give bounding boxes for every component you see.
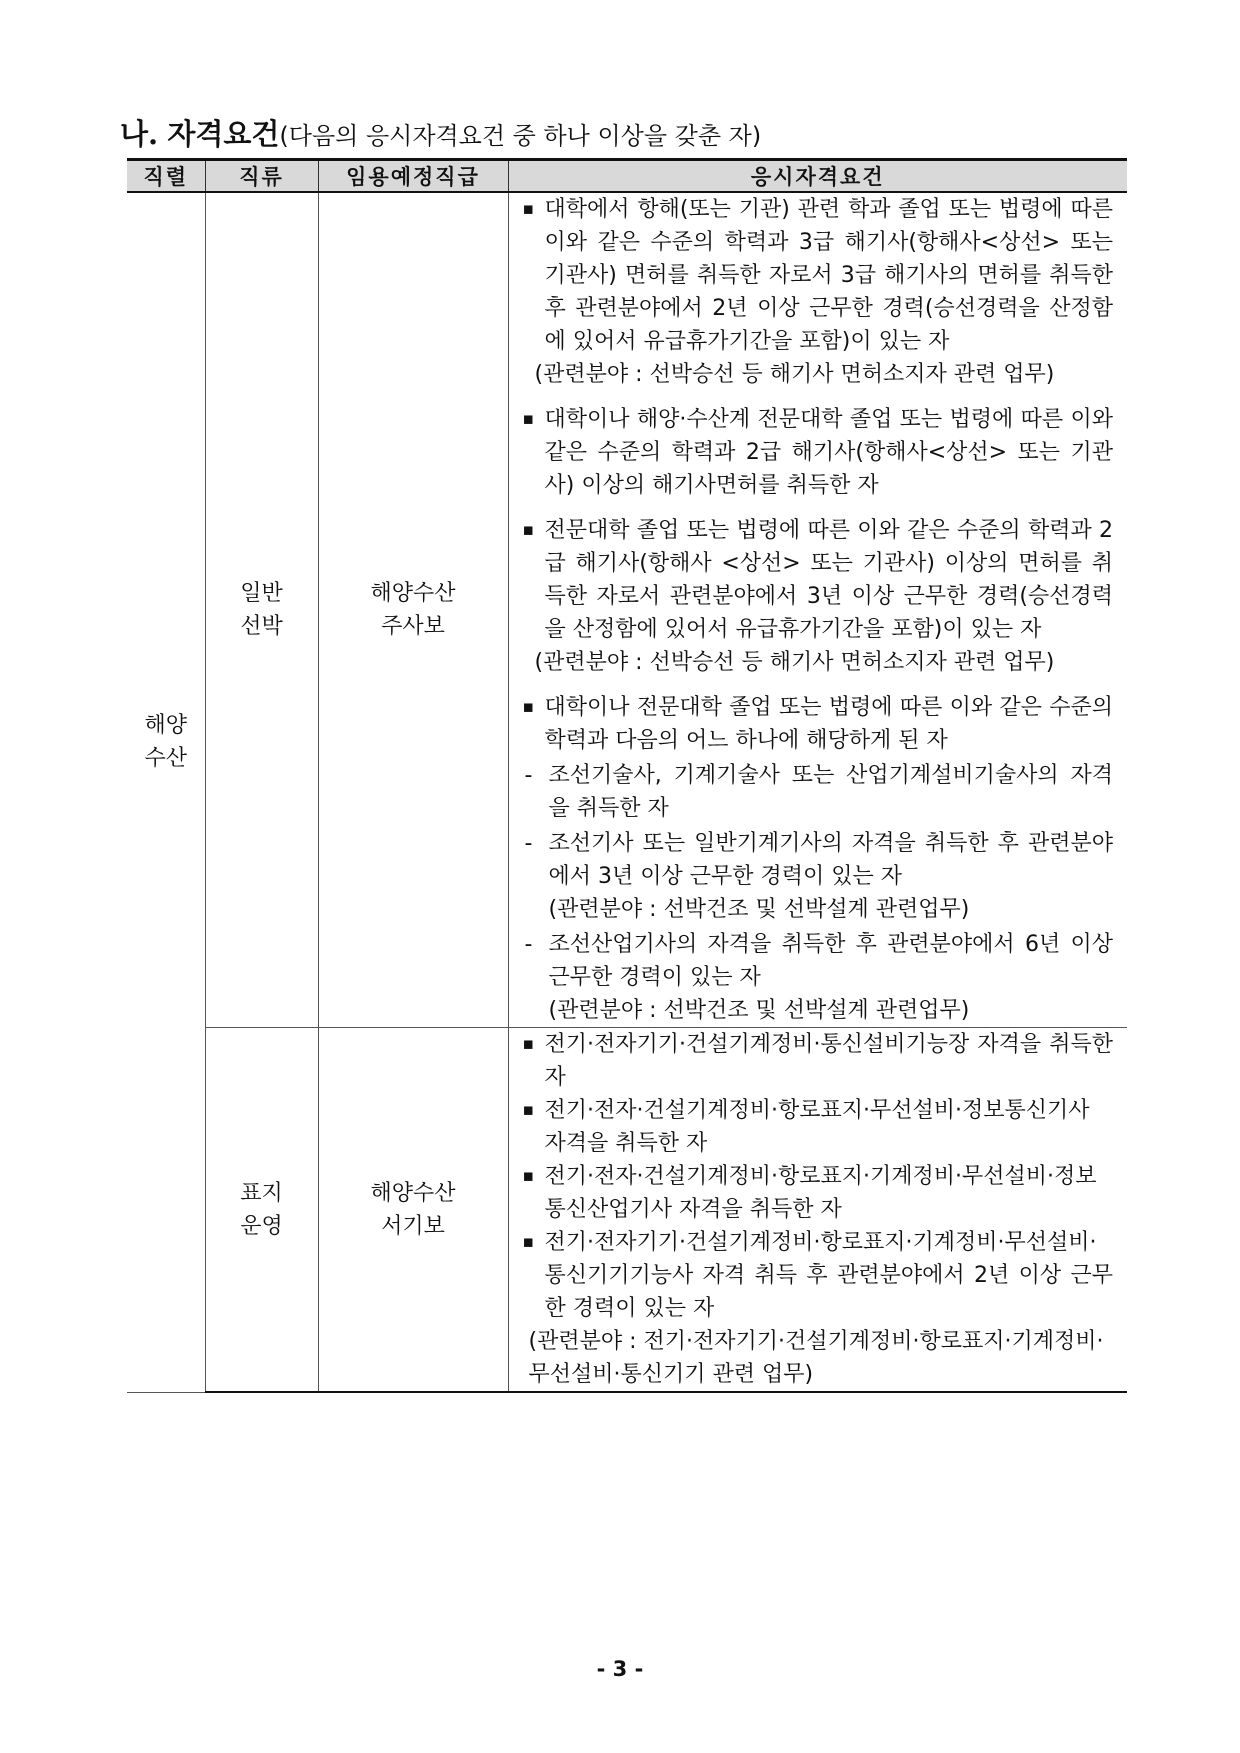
requirement-item — [521, 691, 1114, 1027]
requirement-text: ▪ 대학에서 항해(또는 기관) 관련 학과 졸업 또는 법령에 따른 이와 같은 수준의 학력과 3급 해기사(항해사<상선> 또는 기관사) 면허를 취득한 자로서 3급 해기사의 면허를 취득한 후 관련분야에서 2년 이상 근무한 경력(승선경력을 산정함에 있어서 유급휴가기간을 포함)이 있는 자 — [521, 193, 1114, 358]
requirements-cell — [508, 1028, 1127, 1393]
section-subtitle: (다음의 응시자격요건 중 하나 이상을 갖춘 자) — [279, 122, 762, 150]
requirement-note: (관련분야 : 선박승선 등 해기사 면허소지자 관련 업무) — [534, 650, 1055, 675]
requirement-text: ▪ 대학이나 전문대학 졸업 또는 법령에 따른 이와 같은 수준의 학력과 다음의 어느 하나에 해당하게 된 자 — [521, 691, 1114, 757]
rank-cell — [318, 192, 508, 1028]
requirement-text: ▪ 대학이나 해양·수산계 전문대학 졸업 또는 법령에 따른 이와 같은 수준의 학력과 2급 해기사(항해사<상선> 또는 기관사) 이상의 해기사면허를 취득한 자 — [521, 403, 1114, 502]
section-title: 자격요건 — [167, 117, 280, 151]
sub-requirement-note: (관련분야 : 선박건조 및 선박설계 관련업무) — [548, 897, 970, 922]
table-row — [127, 192, 1127, 1028]
requirement-note: (관련분야 : 선박승선 등 해기사 면허소지자 관련 업무) — [534, 362, 1055, 387]
requirement-text: ▪ 전기·전자·건설기계정비·항로표지·무선설비·정보통신기사 자격을 취득한 자 — [521, 1094, 1114, 1160]
requirement-text: ▪ 전문대학 졸업 또는 법령에 따른 이와 같은 수준의 학력과 2급 해기사(항해사 <상선> 또는 기관사) 이상의 면허를 취득한 자로서 관련분야에서 3년 이상 근무한 경력(승선경력을 산정함에 있어서 유급휴가기간을 포함)이 있는 자 — [521, 514, 1114, 646]
sub-requirement-text: - 조선산업기사의 자격을 취득한 후 관련분야에서 6년 이상 근무한 경력이 있는 자 — [521, 928, 1114, 994]
requirement-item — [521, 514, 1114, 679]
rank-cell — [318, 1028, 508, 1393]
category-label: 표지 운영 — [240, 1180, 283, 1239]
requirement-text: ▪ 전기·전자기기·건설기계정비·통신설비기능장 자격을 취득한 자 — [521, 1028, 1114, 1094]
header-requirements: 응시자격요건 — [508, 160, 1127, 193]
page-number: - 3 - — [596, 1657, 644, 1681]
category-cell — [205, 192, 318, 1028]
header-series: 직렬 — [127, 160, 205, 193]
requirement-item — [521, 403, 1114, 502]
rank-label: 해양수산 서기보 — [370, 1180, 456, 1239]
section-heading — [120, 112, 761, 153]
sub-requirement-text: - 조선기사 또는 일반기계기사의 자격을 취득한 후 관련분야에서 3년 이상 근무한 경력이 있는 자 — [521, 827, 1114, 893]
series-cell — [127, 192, 205, 1392]
table-row — [127, 1028, 1127, 1393]
rank-label: 해양수산 주사보 — [370, 581, 456, 639]
requirement-item — [521, 193, 1114, 391]
header-category: 직류 — [205, 160, 318, 193]
series-label: 해양 수산 — [144, 713, 187, 772]
qualification-table — [127, 158, 1127, 1393]
table-header-row — [127, 160, 1127, 193]
requirements-cell — [508, 192, 1127, 1028]
requirement-text: ▪ 전기·전자·건설기계정비·항로표지·기계정비·무선설비·정보통신산업기사 자격을 취득한 자 — [521, 1160, 1114, 1226]
category-cell — [205, 1028, 318, 1393]
requirement-text: ▪ 전기·전자기기·건설기계정비·항로표지·기계정비·무선설비·통신기기기능사 자격 취득 후 관련분야에서 2년 이상 근무한 경력이 있는 자 — [521, 1226, 1114, 1325]
requirement-note: (관련분야 : 전기·전자기기·건설기계정비·항로표지·기계정비·무선설비·통신기기 관련 업무) — [528, 1329, 1104, 1387]
section-number: 나. — [120, 117, 159, 151]
header-rank: 임용예정직급 — [318, 160, 508, 193]
sub-requirement-note: (관련분야 : 선박건조 및 선박설계 관련업무) — [548, 998, 970, 1023]
category-label: 일반 선박 — [240, 581, 283, 639]
sub-requirement-text: - 조선기술사, 기계기술사 또는 산업기계설비기술사의 자격을 취득한 자 — [521, 759, 1114, 825]
